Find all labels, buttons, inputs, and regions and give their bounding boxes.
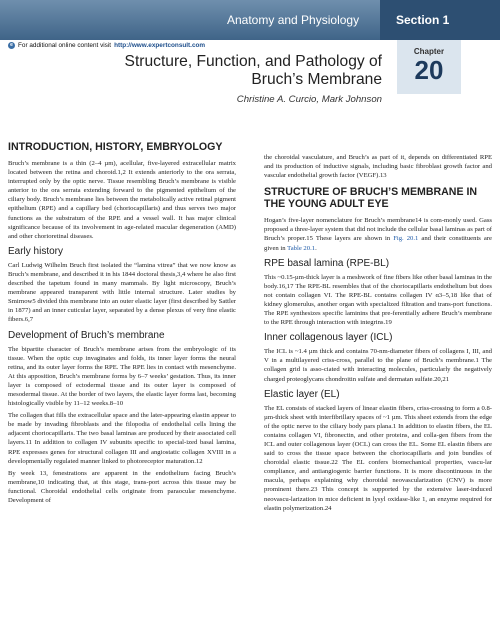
section-number: Section 1 [396, 13, 450, 27]
heading-rpe-bl: RPE basal lamina (RPE-BL) [264, 257, 390, 269]
paragraph-el: The EL consists of stacked layers of linear elastin fibers, criss-crossing to form a 0.8-µm-thick sheet with interfibrillary spaces of ~1 µm. This sheet extends from the edge of the optic nerve to the ciliary body pars plana.1 In addition to elastin fibers, the EL contains collagen VI, fibronectin, and other proteins, and colla-gen fibers from the ICL and outer collagenous layer (OCL) can cross the EL. Some EL elastin fibers are said to cross the tissue space between the choriocapillaris and join bundles of choroidal elastic tissue.22 The EL confers biomechanical properties, vascu-lar compliance, and antiangiogenic barrier functions. It is more discontinuous in the macula, perhaps explaining why choroidal neovascularization (CNV) is more prominent there.23 This concept is supported by the extensive laser-induced neovascu-larization in mice deficient in lysyl oxidase-like 1, an enzyme required for elastin polymerization.24 [264, 404, 492, 512]
paragraph-introduction: Bruch’s membrane is a thin (2–4 µm), acellular, five-layered extracellular matrix located between the retina and choroid.1,2 It extends anteriorly to the ora serrata, interrupted only by the optic nerve. Tissue resembling Bruch’s membrane is visible anterior to the ora serrata extending forward to the pigmented epithelium of the ciliary body. Bruch’s membrane lies between the metabolically active retinal pigment epithelium (RPE) and a capillary bed (choriocapillaris) and thus serves two major functions as the substratum of the RPE and a vessel wall. It has major clinical significance because of its involvement in age-related macular degeneration (AMD) and other chorioretinal diseases. [8, 160, 236, 240]
authors: Christine A. Curcio, Mark Johnson [236, 94, 382, 105]
heading-development: Development of Bruch’s membrane [8, 329, 165, 341]
heading-structure: STRUCTURE OF BRUCH’S MEMBRANE IN THE YOUNG ADULT EYE [264, 186, 478, 211]
online-text: For additional online content visit [18, 42, 112, 49]
right-column [264, 153, 492, 516]
heading-early-history: Early history [8, 245, 64, 257]
heading-icl: Inner collagenous layer (ICL) [264, 332, 393, 344]
section-label: Anatomy and Physiology [227, 13, 360, 27]
expert-consult-icon: e [8, 42, 15, 49]
paragraph-continued: the choroidal vasculature, and Bruch’s as part of it, depends on differentiated RPE and its production of inductive signals, including basic fibroblast growth factor and vascular endothelial growth factor (VEGF).13 [264, 154, 492, 180]
paragraph-development-3: By week 13, fenestrations are apparent in the endothelium facing Bruch’s membrane,10 indicating that, at this stage, trans-port across this tissue may be functional. Choroidal endothelial cells originate from paraocular mesenchyme. Development of [8, 469, 236, 504]
paragraph-early-history: Carl Ludwig Wilhelm Bruch first isolated the “lamina vitrea” that we now know as Bruch’s membrane, and described it in his 1844 doctoral thesis,3,4 where he also first described the tapetum found in many mammals. By light microscopy, Bruch’s membrane appeared transparent with little internal structure. Later studies by Smirnow5 divided this membrane into an outer elastic layer (first described by Sattler in 1877) and an inner cuticular layer, separated by a dense plexus of very fine elastic fibers.6,7 [8, 261, 236, 324]
left-column [8, 141, 236, 508]
online-url-link[interactable]: http://www.expertconsult.com [114, 42, 206, 49]
paragraph-development-2: The collagen that fills the extracellular space and the later-appearing elastin appear to be made by invading fibroblasts and the filopodia of endothelial cells lining the adjacent choriocapillaris. The two basal laminas are produced by their associated cell layers.11 In addition to collagen IV subunits specific to special-ized basal lamina, RPE expresses genes for structural collagen III and angiostatic collagen XVIII in a developmentally regulated manner linked to photoreceptor maturation.12 [8, 412, 236, 465]
structure-text-b: and their constituents are given in [264, 235, 492, 252]
paragraph-structure [264, 216, 492, 252]
paragraph-development-1: The bipartite character of Bruch’s membrane arises from the embryologic of its tissue. When the optic cup invaginates and folds, its inner layer forms the neural retina, and its outer layer forms the RPE. The RPE lies in contact with mesenchyme. At this apposition, Bruch’s membrane forms by 6–7 weeks’ gestation. Thus, its inner layer is composed of ectodermal tissue and its outer layer is composed of mesodermal tissue. At the border of two layers, the elastic layer forms last, becoming histologically visible by 11–12 weeks.8–10 [8, 345, 236, 408]
heading-el: Elastic layer (EL) [264, 388, 340, 400]
chapter-number: 20 [414, 55, 444, 85]
structure-text-c: . [315, 244, 317, 252]
heading-introduction: INTRODUCTION, HISTORY, EMBRYOLOGY [8, 141, 223, 153]
table-link[interactable]: Table 20.1 [287, 244, 316, 252]
chapter-tab [397, 40, 461, 94]
title-line-1: Structure, Function, and Pathology of [124, 53, 382, 70]
page-title [125, 53, 382, 89]
structure-text-a: Hogan’s five-layer nomenclature for Bruch’s membrane14 is com-monly used. Gass proposed a three-layer system that did not include the cellular basal laminas as part of Bruch’s proper.15 These layers are shown in [264, 217, 492, 243]
title-line-2: Bruch’s Membrane [251, 71, 382, 88]
paragraph-icl: The ICL is ~1.4 µm thick and contains 70-nm-diameter fibers of collagens I, III, and V in a multilayered criss-cross, parallel to the plane of Bruch’s membrane.1 The collagen grid is asso-ciated with interacting molecules, particularly the negatively charged proteoglycans chondroitin sulfate and dermatan sulfate.20,21 [264, 348, 492, 383]
paragraph-rpe-bl: This ~0.15-µm-thick layer is a meshwork of fine fibers like other basal laminas in the body.16,17 The RPE-BL resembles that of the choriocapillaris endothelium but does not contain collagen VI. The RPE-BL contains collagen IV α3–5,18 like that of kidney glomerulus, another organ with specialized filtration and trans-port functions. The RPE synthesizes specific laminins that pre-ferentially adhere Bruch’s membrane to the RPE through interaction with integrins.19 [264, 273, 492, 327]
chapter-label: Chapter [413, 47, 445, 56]
figure-link[interactable]: Fig. 20.1 [393, 235, 419, 243]
online-content-note [8, 42, 205, 49]
